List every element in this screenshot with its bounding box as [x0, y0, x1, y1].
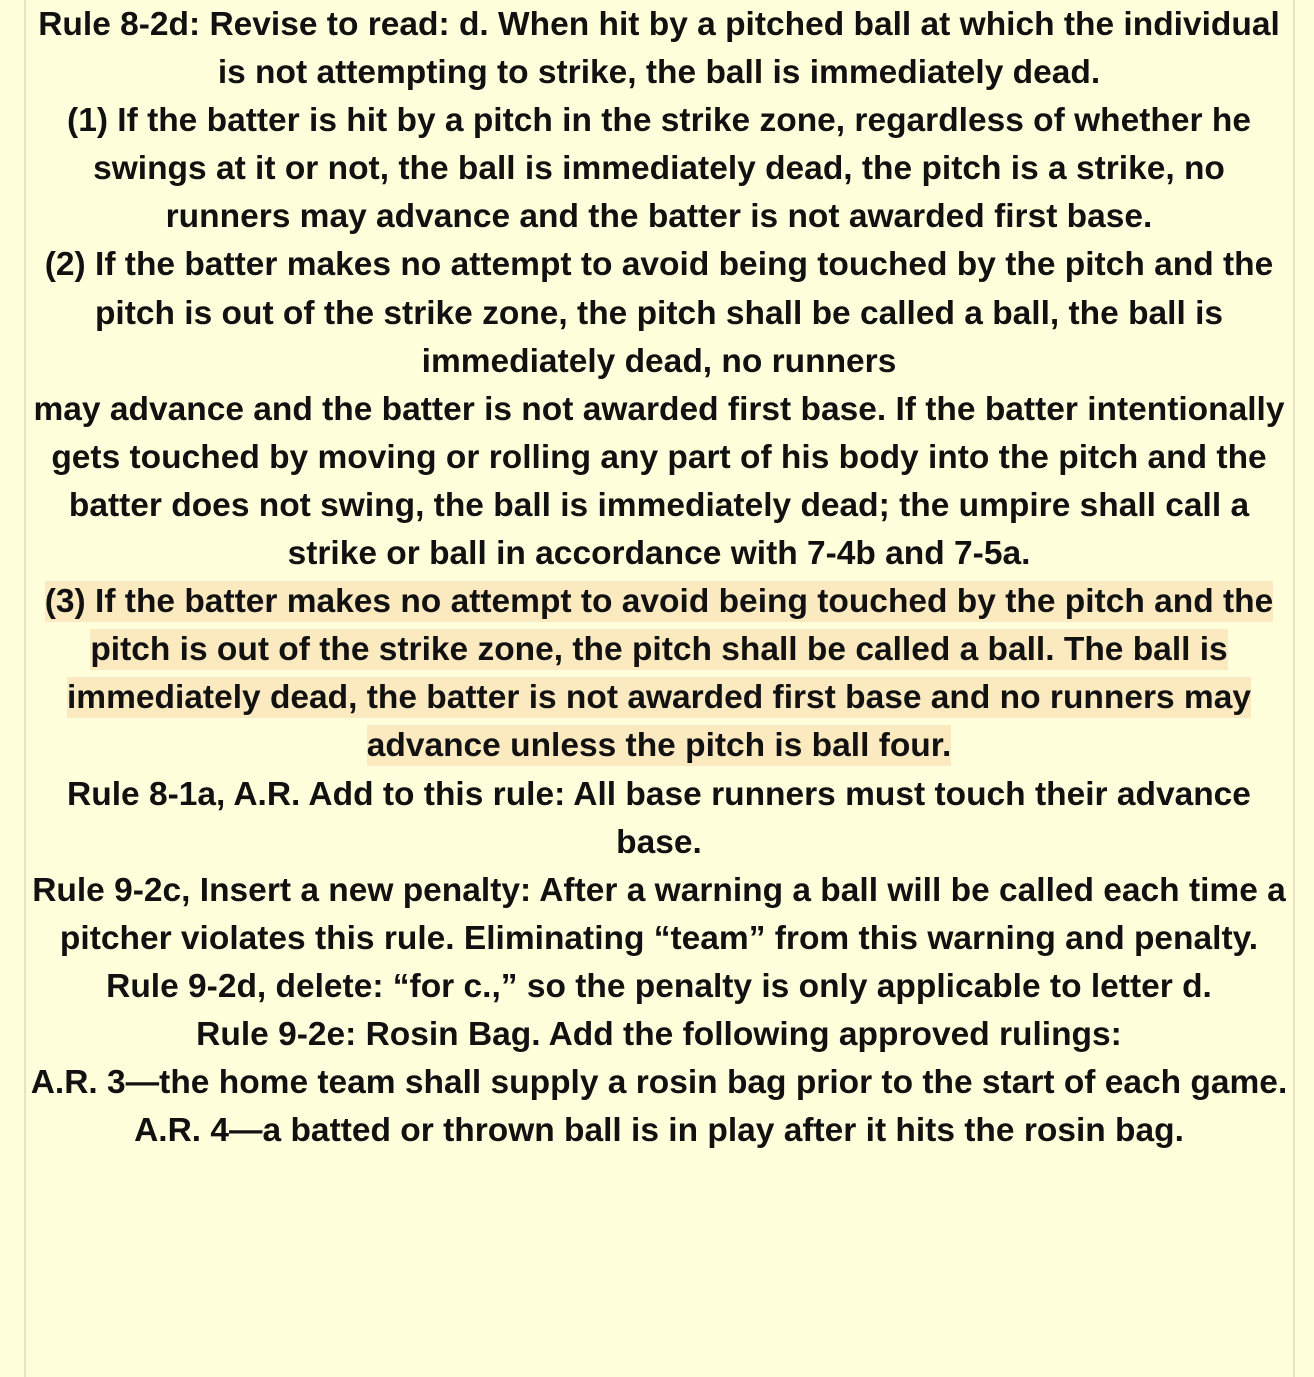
highlighted-text: (3) If the batter makes no attempt to avoid being touched by the pitch and the pitch is out of the strike zone, the pitch shall be called a ball. The ball is immediately dead, the batter is not awarded first base and no runners may advance unless the pitch is ball four.	[44, 583, 1274, 765]
rule-8-2d-heading: Rule 8-2d: Revise to read: d. When hit by a pitched ball at which the individual is not attempting to strike, the ball is immediately dead.	[38, 6, 1280, 92]
rule-8-2d-item-3	[30, 578, 1288, 770]
rule-9-2c: Rule 9-2c, Insert a new penalty: After a warning a ball will be called each time a pitcher violates this rule. Eliminating “team” from this warning and penalty.	[32, 871, 1286, 957]
left-border-line	[24, 0, 26, 1377]
rule-9-2e-ar3: A.R. 3—the home team shall supply a rosin bag prior to the start of each game.	[30, 1064, 1288, 1102]
rule-8-2d-item-2-continued: may advance and the batter is not awarded first base. If the batter intentionally gets touched by moving or rolling any part of his body into the pitch and the batter does not swing, the ball is immediately dead; the umpire shall call a strike or ball in accordance with 7-4b and 7-5a.	[33, 390, 1285, 573]
rule-8-2d-item-2: (2) If the batter makes no attempt to avoid being touched by the pitch and the pitch is out of the strike zone, the pitch shall be called a ball, the ball is immediately dead, no runners	[44, 246, 1274, 380]
right-border-line	[1293, 0, 1295, 1377]
rule-8-2d-item-1: (1) If the batter is hit by a pitch in the strike zone, regardless of whether he swings at it or not, the ball is immediately dead, the pitch is a strike, no runners may advance and the batter is not awarded first base.	[67, 102, 1251, 236]
rule-9-2e-ar4: A.R. 4—a batted or thrown ball is in play after it hits the rosin bag.	[134, 1112, 1184, 1150]
rules-text-column	[30, 1, 1288, 1155]
rule-9-2d: Rule 9-2d, delete: “for c.,” so the penalty is only applicable to letter d.	[106, 967, 1212, 1005]
rule-8-1a: Rule 8-1a, A.R. Add to this rule: All base runners must touch their advance base.	[67, 775, 1251, 861]
rule-9-2e-heading: Rule 9-2e: Rosin Bag. Add the following approved rulings:	[196, 1015, 1122, 1053]
